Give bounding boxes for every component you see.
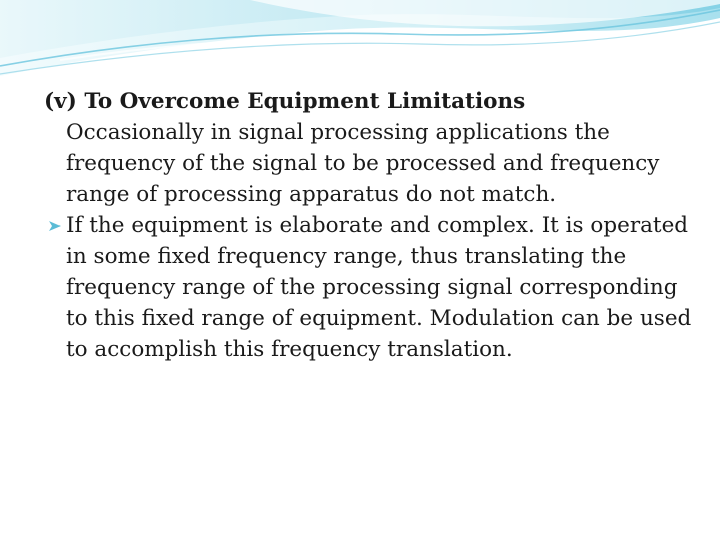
slide-content — [44, 86, 694, 365]
shadow-bullet-icon — [46, 217, 64, 235]
bullet-text: If the equipment is elaborate and complex. It is operated in some fixed frequency range, thus translating the frequency range of the processing signal corresponding to this fixed range of equipment. Modulation can be used to accomplish this frequency translation. — [66, 213, 692, 362]
bullet-item — [44, 210, 694, 365]
section-heading: (v) To Overcome Equipment Limitations — [44, 89, 526, 114]
body-paragraph: Occasionally in signal processing applications the frequency of the signal to be processed and frequency range of processing apparatus do not match. — [66, 120, 660, 207]
